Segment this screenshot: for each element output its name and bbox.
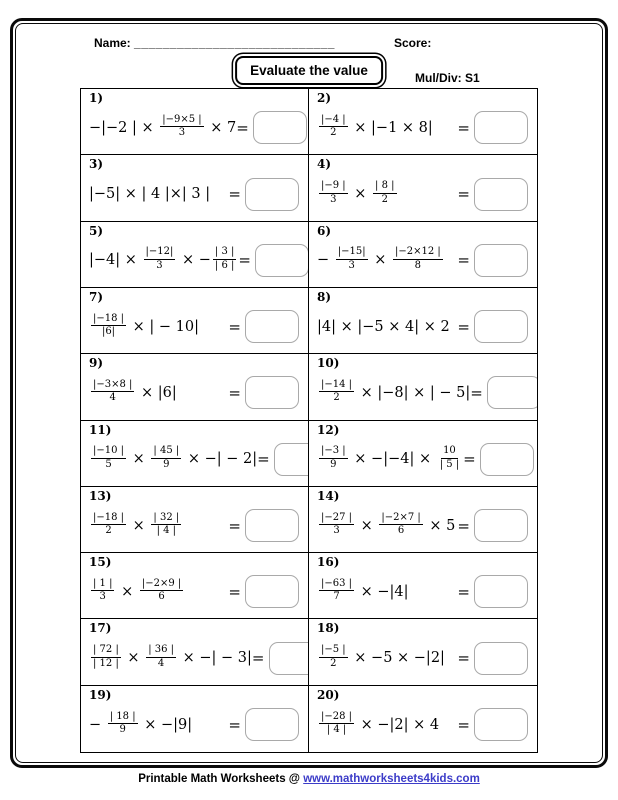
expression-text: × |−1 × 8| xyxy=(349,119,433,136)
expression-text: × −|4| xyxy=(356,583,409,600)
fraction-denominator: | 4 | xyxy=(156,525,177,537)
footer-text: Printable Math Worksheets @ xyxy=(138,773,304,785)
expression-text: × xyxy=(356,517,378,534)
fraction-numerator: |−15| xyxy=(336,246,368,260)
expression-text: × xyxy=(128,517,150,534)
page-frame-inner xyxy=(15,23,603,763)
fraction xyxy=(91,379,134,405)
problem-number: 8) xyxy=(317,289,332,304)
problem-cell xyxy=(309,553,537,619)
fraction-denominator: 2 xyxy=(330,127,337,139)
problem-number: 16) xyxy=(317,555,340,570)
fraction-numerator: |−27 | xyxy=(319,512,354,526)
answer-box[interactable] xyxy=(245,575,299,608)
expression xyxy=(89,115,236,141)
equals-sign: = xyxy=(457,317,470,336)
answer-box[interactable] xyxy=(245,178,299,211)
expression-text: × 7 xyxy=(205,119,237,136)
fraction-numerator: |−3×8 | xyxy=(91,379,134,393)
problem-cell xyxy=(81,288,309,354)
problem-cell xyxy=(81,89,309,155)
answer-box[interactable] xyxy=(474,178,528,211)
fraction-numerator: |−5 | xyxy=(319,644,348,658)
problem-number: 1) xyxy=(89,91,104,105)
fraction-denominator: | 5 | xyxy=(439,458,460,470)
expression-text: |−4| × xyxy=(89,252,142,269)
expression-text: × −| − 2| xyxy=(183,451,258,468)
equals-sign: = xyxy=(228,185,241,204)
problem-number: 17) xyxy=(89,621,112,636)
problem-cell xyxy=(309,89,537,155)
answer-box[interactable] xyxy=(245,509,299,542)
fraction-denominator: 7 xyxy=(333,591,340,603)
fraction-denominator: 8 xyxy=(414,259,422,271)
fraction xyxy=(393,246,443,272)
problem-number: 12) xyxy=(317,422,340,437)
fraction-denominator: 2 xyxy=(333,392,340,404)
fraction xyxy=(91,445,126,471)
fraction-denominator: 6 xyxy=(158,591,165,603)
equals-sign: = xyxy=(228,715,241,734)
equals-sign: = xyxy=(457,649,470,668)
expression xyxy=(89,186,210,202)
fraction-numerator: |−12| xyxy=(144,246,176,260)
fraction-denominator: 3 xyxy=(333,525,340,537)
expression xyxy=(317,380,470,406)
problem-cell xyxy=(309,686,537,752)
answer-box[interactable] xyxy=(245,708,299,741)
fraction xyxy=(213,246,236,272)
equals-sign: = xyxy=(457,715,470,734)
worksheet-level-tag: Mul/Div: S1 xyxy=(415,71,480,85)
expression-text: × | − 10| xyxy=(128,318,199,335)
answer-box[interactable] xyxy=(487,376,537,409)
expression xyxy=(89,712,192,738)
answer-box[interactable] xyxy=(474,708,528,741)
equals-sign: = xyxy=(457,582,470,601)
name-label: Name: xyxy=(94,36,131,50)
expression-text: |−5| × | 4 |×| 3 | xyxy=(89,186,211,203)
fraction-denominator: 4 xyxy=(157,657,165,669)
equals-sign: = xyxy=(238,251,251,270)
problem-cell xyxy=(81,619,309,685)
problem-cell xyxy=(309,354,537,420)
fraction xyxy=(319,180,348,206)
fraction xyxy=(140,578,183,604)
answer-box[interactable] xyxy=(274,443,309,476)
problem-cell xyxy=(81,553,309,619)
expression xyxy=(89,380,177,406)
problem-cell xyxy=(81,421,309,487)
expression-text: × xyxy=(128,451,150,468)
fraction xyxy=(91,578,114,604)
expression-text: × −| − 3| xyxy=(178,650,252,667)
problem-number: 18) xyxy=(317,621,340,636)
expression-text: × |6| xyxy=(136,384,177,401)
fraction xyxy=(319,578,354,604)
answer-box[interactable] xyxy=(255,244,309,277)
fraction xyxy=(146,644,176,670)
fraction-numerator: |−9 | xyxy=(319,180,348,194)
equals-sign: = xyxy=(463,450,476,469)
fraction-denominator: | 4 | xyxy=(326,724,347,736)
fraction-numerator: |−18 | xyxy=(91,313,126,327)
answer-box[interactable] xyxy=(474,642,528,675)
equals-sign: = xyxy=(457,251,470,270)
expression xyxy=(317,446,463,472)
problem-number: 3) xyxy=(89,157,104,172)
expression-text: × xyxy=(122,650,145,667)
fraction xyxy=(91,512,126,538)
problem-cell xyxy=(309,222,537,288)
fraction xyxy=(319,114,348,140)
name-row xyxy=(94,36,335,50)
expression-text: × −|−4| × xyxy=(349,451,436,468)
fraction-denominator: | 6 | xyxy=(214,259,235,271)
expression-text: − xyxy=(317,252,334,269)
fraction xyxy=(144,246,176,272)
fraction-numerator: | 18 | xyxy=(108,711,138,725)
problems-grid xyxy=(80,88,538,753)
expression xyxy=(317,181,399,207)
equals-sign: = xyxy=(457,185,470,204)
fraction-numerator: | 45 | xyxy=(151,445,181,459)
fraction xyxy=(91,313,126,339)
expression-text: × −|2| × 4 xyxy=(356,716,440,733)
expression-text: × |−8| × | − 5| xyxy=(356,384,471,401)
problem-cell xyxy=(309,487,537,553)
expression xyxy=(317,513,455,539)
expression-text: − xyxy=(89,716,106,733)
fraction-numerator: |−10 | xyxy=(91,445,126,459)
fraction xyxy=(373,180,396,206)
fraction-numerator: | 32 | xyxy=(151,512,181,526)
equals-sign: = xyxy=(257,450,270,469)
fraction-denominator: 5 xyxy=(105,458,112,470)
fraction xyxy=(438,445,461,471)
fraction-numerator: |−63 | xyxy=(319,578,354,592)
worksheet-title: Evaluate the value xyxy=(235,56,383,85)
fraction-denominator: 3 xyxy=(348,259,355,271)
fraction xyxy=(379,512,422,538)
equals-sign: = xyxy=(228,516,241,535)
problem-number: 15) xyxy=(89,555,112,570)
expression xyxy=(317,712,439,738)
expression xyxy=(89,513,183,539)
fraction xyxy=(108,711,138,737)
fraction-numerator: |−28 | xyxy=(319,711,354,725)
fraction-numerator: |−4 | xyxy=(319,114,348,128)
expression xyxy=(317,247,445,273)
fraction-denominator: 2 xyxy=(330,657,337,669)
answer-box[interactable] xyxy=(245,310,299,343)
answer-box[interactable] xyxy=(480,443,534,476)
score-label: Score: xyxy=(394,36,432,50)
equals-sign: = xyxy=(236,118,249,137)
expression-text: × −5 × −|2| xyxy=(349,650,445,667)
fraction-denominator: |6| xyxy=(101,326,116,338)
fraction xyxy=(91,644,121,670)
fraction-numerator: |−18 | xyxy=(91,512,126,526)
expression-text: × xyxy=(369,252,391,269)
fraction-numerator: |−3 | xyxy=(319,445,348,459)
answer-box[interactable] xyxy=(474,244,528,277)
problem-number: 13) xyxy=(89,488,112,503)
problem-number: 7) xyxy=(89,289,104,304)
answer-box[interactable] xyxy=(474,509,528,542)
problem-number: 14) xyxy=(317,488,340,503)
expression-text: × −|9| xyxy=(139,716,193,733)
fraction-numerator: |−2×9 | xyxy=(140,578,183,592)
expression-text: × xyxy=(116,583,138,600)
fraction-denominator: 2 xyxy=(105,525,112,537)
expression-text: × xyxy=(349,186,372,203)
fraction-numerator: | 3 | xyxy=(213,246,236,260)
expression-text: × − xyxy=(177,252,211,269)
fraction xyxy=(336,246,368,272)
problem-number: 6) xyxy=(317,223,332,238)
expression xyxy=(317,319,450,335)
page-frame xyxy=(10,18,608,768)
fraction-numerator: |−2×7 | xyxy=(379,512,422,526)
footer-link[interactable]: www.mathworksheets4kids.com xyxy=(303,773,480,785)
answer-box[interactable] xyxy=(245,376,299,409)
expression xyxy=(89,314,199,340)
expression xyxy=(317,115,433,141)
problem-cell xyxy=(81,155,309,221)
fraction-denominator: | 12 | xyxy=(93,657,119,669)
equals-sign: = xyxy=(251,649,265,668)
equals-sign: = xyxy=(457,516,470,535)
fraction xyxy=(160,114,203,140)
expression xyxy=(89,579,185,605)
name-blank-line[interactable]: ____________________________ xyxy=(134,36,335,50)
equals-sign: = xyxy=(228,582,241,601)
fraction-denominator: 9 xyxy=(163,458,170,470)
fraction xyxy=(151,512,181,538)
footer xyxy=(0,773,618,785)
problem-cell xyxy=(309,421,537,487)
problem-number: 5) xyxy=(89,223,104,238)
problem-cell xyxy=(309,155,537,221)
problem-cell xyxy=(309,619,537,685)
fraction-denominator: 3 xyxy=(178,127,186,139)
fraction-numerator: |−2×12 | xyxy=(393,246,443,260)
problem-cell xyxy=(81,222,309,288)
problem-number: 20) xyxy=(317,687,340,702)
problem-number: 4) xyxy=(317,157,332,172)
problem-cell xyxy=(81,487,309,553)
fraction-denominator: 9 xyxy=(119,724,126,736)
problem-number: 9) xyxy=(89,356,104,371)
fraction-numerator: | 1 | xyxy=(91,578,114,592)
answer-box[interactable] xyxy=(253,111,307,144)
expression xyxy=(317,645,445,671)
answer-box[interactable] xyxy=(269,642,310,675)
equals-sign: = xyxy=(228,317,241,336)
problem-cell xyxy=(309,288,537,354)
problem-number: 19) xyxy=(89,687,112,702)
answer-box[interactable] xyxy=(474,111,528,144)
expression-text: −|−2 | × xyxy=(89,119,159,136)
fraction-numerator: | 36 | xyxy=(146,644,176,658)
fraction xyxy=(319,711,354,737)
fraction-denominator: 6 xyxy=(397,525,405,537)
fraction xyxy=(319,379,354,405)
fraction-numerator: | 72 | xyxy=(91,644,121,658)
problem-number: 11) xyxy=(89,422,112,437)
fraction-numerator: |−14 | xyxy=(319,379,354,393)
fraction-denominator: 3 xyxy=(156,259,163,271)
expression xyxy=(89,247,238,273)
answer-box[interactable] xyxy=(474,310,528,343)
problem-number: 10) xyxy=(317,356,340,371)
expression-text: × 5 xyxy=(424,517,456,534)
fraction-denominator: 9 xyxy=(330,458,337,470)
answer-box[interactable] xyxy=(474,575,528,608)
fraction-numerator: | 8 | xyxy=(373,180,396,194)
fraction xyxy=(319,644,348,670)
expression xyxy=(89,446,257,472)
fraction xyxy=(319,512,354,538)
fraction xyxy=(319,445,348,471)
equals-sign: = xyxy=(457,118,470,137)
equals-sign: = xyxy=(228,383,241,402)
fraction-denominator: 4 xyxy=(109,392,116,404)
equals-sign: = xyxy=(470,383,483,402)
fraction-denominator: 3 xyxy=(330,193,337,205)
problem-number: 2) xyxy=(317,91,332,105)
fraction xyxy=(151,445,181,471)
expression-text: |4| × |−5 × 4| × 2 xyxy=(317,318,450,335)
fraction-numerator: 10 xyxy=(441,445,458,459)
expression xyxy=(89,645,252,671)
fraction-numerator: |−9×5 | xyxy=(160,114,203,128)
problem-cell xyxy=(81,354,309,420)
expression xyxy=(317,579,409,605)
fraction-denominator: 2 xyxy=(381,193,388,205)
fraction-denominator: 3 xyxy=(99,591,106,603)
problem-cell xyxy=(81,686,309,752)
